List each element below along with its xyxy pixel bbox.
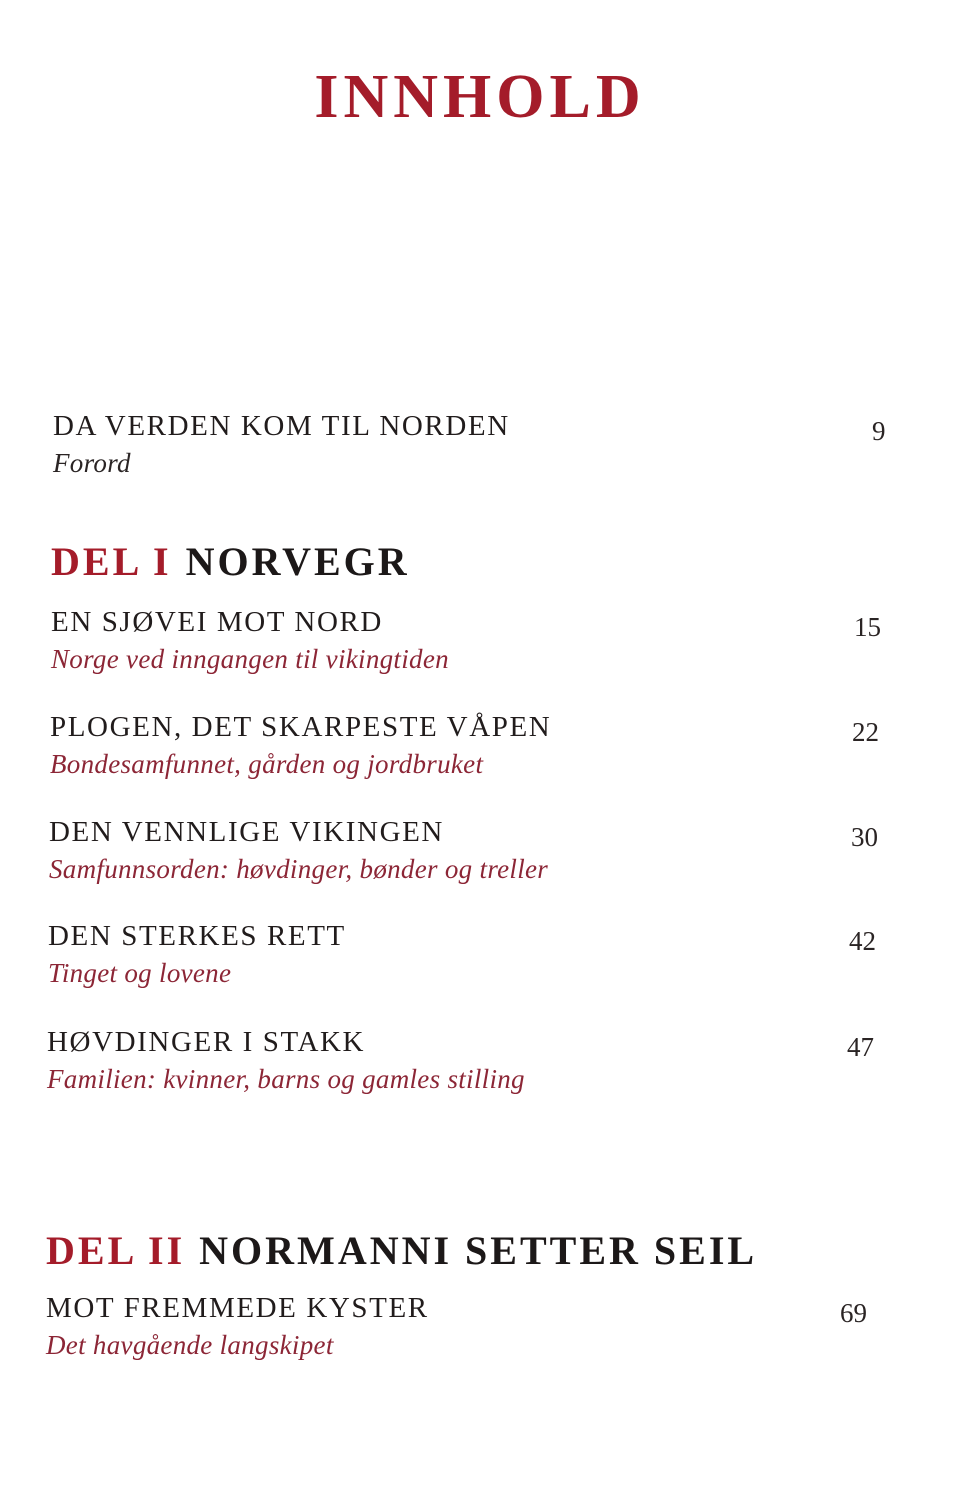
entry-title: EN SJØVEI MOT NORD xyxy=(51,606,383,638)
entry-subtitle: Tinget og lovene xyxy=(48,958,232,988)
entry-title: HØVDINGER I STAKK xyxy=(47,1026,366,1058)
part-heading-1 xyxy=(51,538,410,585)
entry-page-number: 47 xyxy=(847,1032,874,1062)
entry-title: PLOGEN, DET SKARPESTE VÅPEN xyxy=(50,711,552,743)
part-name: NORVEGR xyxy=(185,539,410,584)
entry-subtitle: Norge ved inngangen til vikingtiden xyxy=(51,644,449,674)
entry-subtitle: Bondesamfunnet, gården og jordbruket xyxy=(50,749,484,779)
toc-entry[interactable] xyxy=(0,816,960,906)
part-number: DEL II xyxy=(46,1228,186,1273)
entry-page-number: 42 xyxy=(849,926,876,956)
entry-page-number: 22 xyxy=(852,717,879,747)
entry-title: DEN VENNLIGE VIKINGEN xyxy=(49,816,444,848)
part-name: NORMANNI SETTER SEIL xyxy=(199,1228,758,1273)
entry-title: MOT FREMMEDE KYSTER xyxy=(46,1292,429,1324)
toc-entry[interactable] xyxy=(0,920,960,1010)
toc-entry-foreword[interactable] xyxy=(0,410,960,500)
entry-subtitle: Familien: kvinner, barns og gamles stilling xyxy=(47,1064,525,1094)
toc-entry[interactable] xyxy=(0,606,960,696)
entry-title: DEN STERKES RETT xyxy=(48,920,346,952)
page-title: INNHOLD xyxy=(314,63,646,131)
entry-subtitle: Samfunnsorden: høvdinger, bønder og treller xyxy=(49,854,549,884)
entry-title: DA VERDEN KOM TIL NORDEN xyxy=(53,410,510,442)
entry-page-number: 15 xyxy=(854,612,881,642)
entry-page-number: 30 xyxy=(851,822,878,852)
entry-subtitle: Forord xyxy=(53,448,131,478)
toc-entry[interactable] xyxy=(0,711,960,801)
entry-page-number: 9 xyxy=(872,416,886,446)
entry-page-number: 69 xyxy=(840,1298,867,1328)
entry-subtitle: Det havgående langskipet xyxy=(46,1330,334,1360)
toc-entry[interactable] xyxy=(0,1026,960,1116)
part-heading-2 xyxy=(46,1227,757,1274)
toc-entry[interactable] xyxy=(0,1292,960,1382)
part-number: DEL I xyxy=(51,539,172,584)
